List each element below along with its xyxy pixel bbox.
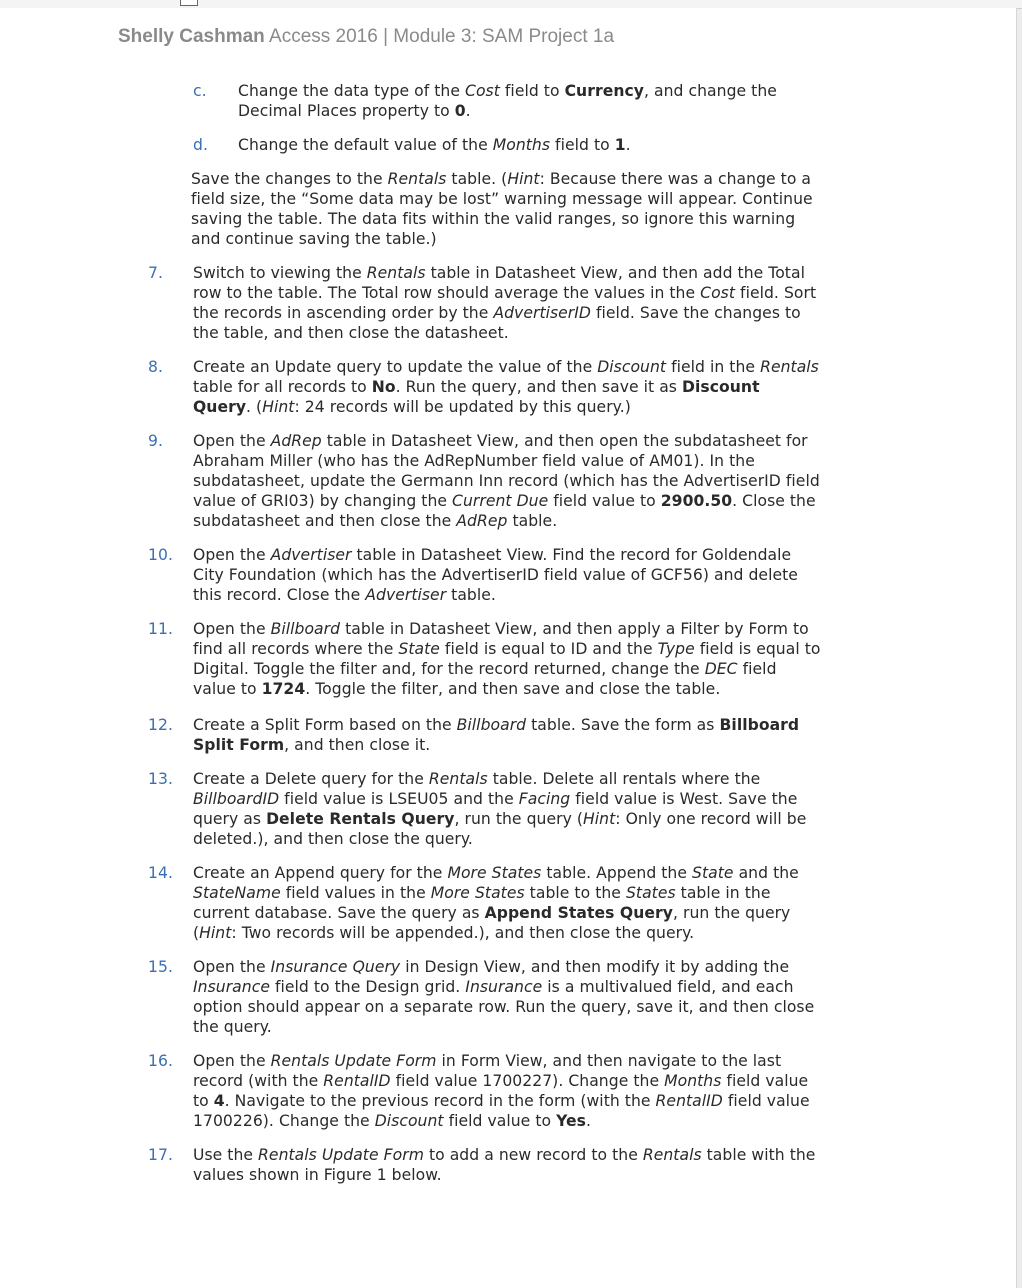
text-run: the table, and then close the datasheet. [193, 324, 509, 342]
text-line [193, 679, 720, 699]
italic-text: Rentals [387, 170, 447, 188]
italic-text: AdRep [270, 432, 322, 450]
bold-text: Append States Query [484, 904, 673, 922]
text-line [193, 659, 777, 679]
bold-text: 1724 [261, 680, 306, 698]
bold-text: Split Form [193, 736, 285, 754]
italic-text: Rentals [642, 1146, 702, 1164]
text-run: : Two records will be appended.), and then close the query. [231, 924, 695, 942]
text-line [193, 883, 770, 903]
step-number: 7. [148, 264, 163, 282]
text-run: value of GRI03) by changing the [193, 492, 453, 510]
text-run: field value to [548, 492, 661, 510]
text-line [193, 357, 819, 377]
italic-text: Hint [199, 924, 232, 942]
text-line [193, 809, 806, 829]
text-run: subdatasheet and then close the [193, 512, 457, 530]
checkbox-fragment [180, 0, 198, 6]
italic-text: Advertiser [270, 546, 352, 564]
text-run: Open the [193, 1052, 271, 1070]
text-line [193, 715, 799, 735]
text-run: Switch to viewing the [193, 264, 367, 282]
text-run: this record. Close the [193, 586, 366, 604]
text-line [193, 511, 557, 531]
text-line [193, 585, 496, 605]
text-line [191, 169, 811, 189]
text-run: field value is LSEU05 and the [279, 790, 519, 808]
text-run: current database. Save the query as [193, 904, 485, 922]
text-run: . [585, 1112, 591, 1130]
text-run: subdatasheet, update the Germann Inn record (which has the AdvertiserID field [193, 472, 820, 490]
text-line [193, 1071, 808, 1091]
text-run: option should appear on a separate row. Run the query, save it, and then close [193, 998, 815, 1016]
text-run: table. Save the form as [526, 716, 720, 734]
text-line [193, 997, 814, 1017]
text-line [193, 323, 509, 343]
text-run: values shown in Figure 1 below. [193, 1166, 442, 1184]
text-run: in Form View, and then navigate to the last [436, 1052, 782, 1070]
text-line [193, 471, 820, 491]
text-run: deleted.), and then close the query. [193, 830, 473, 848]
italic-text: AdvertiserID [493, 304, 591, 322]
step-number: 12. [148, 716, 173, 734]
text-line [193, 619, 809, 639]
text-run: table in Datasheet View. Find the record for Goldendale [351, 546, 792, 564]
text-run: the records in ascending order by the [193, 304, 494, 322]
text-run: query as [193, 810, 267, 828]
text-run: : 24 records will be updated by this query.) [294, 398, 631, 416]
text-run: Open the [193, 546, 271, 564]
step-number: 9. [148, 432, 163, 450]
text-run: in Design View, and then modify it by adding the [400, 958, 790, 976]
italic-text: Hint [262, 398, 295, 416]
bold-text: Currency [564, 82, 644, 100]
italic-text: BillboardID [193, 790, 280, 808]
text-run: City Foundation (which has the AdvertiserID field value of GCF56) and delete [193, 566, 798, 584]
text-run: . Run the query, and then save it as [395, 378, 682, 396]
text-run: table. [446, 586, 496, 604]
text-run: Open the [193, 432, 271, 450]
text-line [193, 1145, 815, 1165]
text-run: table to the [524, 884, 626, 902]
text-line [193, 1091, 810, 1111]
italic-text: StateName [193, 884, 281, 902]
text-line [193, 903, 790, 923]
text-run: : Because there was a change to a [539, 170, 812, 188]
text-line [193, 377, 760, 397]
italic-text: Rentals Update Form [258, 1146, 424, 1164]
step-number: 10. [148, 546, 173, 564]
text-line [238, 81, 777, 101]
text-run: field. Sort [735, 284, 817, 302]
text-run: Create an Update query to update the value of the [193, 358, 598, 376]
text-run: Use the [193, 1146, 259, 1164]
text-line [193, 957, 789, 977]
text-run: field value to [443, 1112, 557, 1130]
italic-text: Type [657, 640, 695, 658]
text-line [193, 397, 631, 417]
step-number: 16. [148, 1052, 173, 1070]
text-line [191, 229, 437, 249]
text-run: and the [733, 864, 799, 882]
text-run: 1700226). Change the [193, 1112, 375, 1130]
text-line [193, 735, 430, 755]
text-run: table with the [701, 1146, 816, 1164]
text-line [193, 789, 797, 809]
bold-text: Delete Rentals Query [266, 810, 455, 828]
bold-text: 0 [454, 102, 466, 120]
text-run: field in the [666, 358, 761, 376]
text-run: table in Datasheet View, and then add the Total [425, 264, 805, 282]
italic-text: RentalID [655, 1092, 723, 1110]
text-run: ( [193, 924, 200, 942]
italic-text: Current Due [452, 492, 549, 510]
text-run: saving the table. The data fits within the valid ranges, so ignore this warning [191, 210, 796, 228]
text-run: field value is West. Save the [570, 790, 798, 808]
text-run: . Toggle the filter, and then save and close the table. [305, 680, 721, 698]
page-header [118, 26, 614, 48]
bold-text: Query [193, 398, 247, 416]
text-run: find all records where the [193, 640, 399, 658]
italic-text: Rentals Update Form [270, 1052, 437, 1070]
text-run: field to [499, 82, 565, 100]
text-run: , run the query [672, 904, 791, 922]
text-run: field to the Design grid. [269, 978, 466, 996]
step-number: 13. [148, 770, 173, 788]
text-run: Create a Delete query for the [193, 770, 429, 788]
step-number: 14. [148, 864, 173, 882]
step-number: 17. [148, 1146, 173, 1164]
header-brand: Shelly Cashman [118, 26, 265, 47]
bold-text: 2900.50 [660, 492, 733, 510]
text-run: to [193, 1092, 214, 1110]
text-run: Change the default value of the [238, 136, 493, 154]
text-run: Decimal Places property to [238, 102, 455, 120]
text-run: Abraham Miller (who has the AdRepNumber field value of AM01). In the [193, 452, 755, 470]
text-line [191, 189, 813, 209]
text-run: field value [721, 1072, 809, 1090]
text-run: field value 1700227). Change the [390, 1072, 665, 1090]
text-run: table for all records to [193, 378, 372, 396]
text-run: record (with the [193, 1072, 324, 1090]
text-run: table. [507, 512, 558, 530]
text-line [193, 491, 816, 511]
italic-text: Billboard [270, 620, 341, 638]
text-run: : Only one record will be [615, 810, 807, 828]
text-line [193, 829, 473, 849]
step-number: 15. [148, 958, 173, 976]
italic-text: Rentals [428, 770, 488, 788]
text-run: table in Datasheet View, and then open the subdatasheet for [321, 432, 808, 450]
italic-text: More States [447, 864, 542, 882]
italic-text: DEC [704, 660, 738, 678]
text-run: Create a Split Form based on the [193, 716, 457, 734]
text-run: value to [193, 680, 262, 698]
bold-text: 1 [614, 136, 626, 154]
text-line [193, 565, 798, 585]
text-run: field size, the “Some data may be lost” warning message will appear. Continue [191, 190, 813, 208]
text-line [193, 263, 805, 283]
text-line [191, 209, 795, 229]
text-run: table. Delete all rentals where the [487, 770, 761, 788]
italic-text: Facing [518, 790, 571, 808]
italic-text: Hint [507, 170, 540, 188]
italic-text: AdRep [456, 512, 508, 530]
text-run: field to [550, 136, 615, 154]
italic-text: Rentals [760, 358, 819, 376]
bold-text: Yes [556, 1112, 586, 1130]
text-run: , and then close it. [284, 736, 431, 754]
text-run: , and change the [643, 82, 777, 100]
text-line [193, 1165, 442, 1185]
text-run: field value [722, 1092, 810, 1110]
text-line [193, 1017, 272, 1037]
italic-text: State [398, 640, 440, 658]
italic-text: Hint [583, 810, 616, 828]
text-run: . [625, 136, 631, 154]
header-title: Access 2016 | Module 3: SAM Project 1a [269, 26, 615, 47]
text-line [193, 283, 816, 303]
italic-text: Billboard [456, 716, 527, 734]
text-line [193, 545, 791, 565]
italic-text: Cost [465, 82, 500, 100]
text-run: table. Append the [541, 864, 693, 882]
text-run: and continue saving the table.) [191, 230, 437, 248]
text-run: , run the query ( [454, 810, 583, 828]
text-line [193, 303, 801, 323]
bold-text: 4 [213, 1092, 225, 1110]
text-run: . [465, 102, 471, 120]
text-line [238, 135, 631, 155]
text-run: the query. [193, 1018, 272, 1036]
italic-text: More States [430, 884, 525, 902]
text-run: Open the [193, 620, 271, 638]
text-run: . Navigate to the previous record in the form (with the [224, 1092, 656, 1110]
italic-text: Cost [700, 284, 736, 302]
italic-text: State [692, 864, 734, 882]
italic-text: RentalID [323, 1072, 391, 1090]
text-run: table. ( [446, 170, 508, 188]
text-line [193, 431, 808, 451]
substep-label: d. [193, 136, 208, 154]
bold-text: Discount [681, 378, 760, 396]
substep-label: c. [193, 82, 207, 100]
text-run: row to the table. The Total row should average the values in the [193, 284, 701, 302]
text-run: field [737, 660, 777, 678]
bold-text: No [371, 378, 396, 396]
step-number: 8. [148, 358, 163, 376]
text-run: . Close the [732, 492, 816, 510]
text-line [193, 451, 755, 471]
step-number: 11. [148, 620, 173, 638]
italic-text: Advertiser [365, 586, 447, 604]
text-run: table in Datasheet View, and then apply a Filter by Form to [340, 620, 809, 638]
text-line [193, 1051, 781, 1071]
text-line [193, 863, 799, 883]
italic-text: Months [492, 136, 551, 154]
text-run: to add a new record to the [423, 1146, 643, 1164]
text-run: field is equal to ID and the [439, 640, 658, 658]
text-run: table in the [675, 884, 771, 902]
text-run: Digital. Toggle the filter and, for the record returned, change the [193, 660, 705, 678]
text-run: field values in the [280, 884, 431, 902]
italic-text: States [625, 884, 676, 902]
italic-text: Months [664, 1072, 722, 1090]
italic-text: Insurance [193, 978, 270, 996]
text-line [193, 1111, 591, 1131]
italic-text: Insurance Query [270, 958, 401, 976]
text-run: is a multivalued field, and each [542, 978, 794, 996]
bold-text: Billboard [719, 716, 800, 734]
text-run: . ( [246, 398, 263, 416]
italic-text: Discount [597, 358, 667, 376]
text-line [193, 977, 794, 997]
text-run: field is equal to [694, 640, 821, 658]
text-line [193, 923, 694, 943]
text-run: Change the data type of the [238, 82, 466, 100]
text-line [193, 769, 760, 789]
italic-text: Rentals [366, 264, 426, 282]
italic-text: Insurance [465, 978, 543, 996]
italic-text: Discount [374, 1112, 444, 1130]
text-run: Save the changes to the [191, 170, 388, 188]
text-line [238, 101, 471, 121]
text-run: Create an Append query for the [193, 864, 448, 882]
text-line [193, 639, 820, 659]
text-run: Open the [193, 958, 271, 976]
text-run: field. Save the changes to [590, 304, 801, 322]
